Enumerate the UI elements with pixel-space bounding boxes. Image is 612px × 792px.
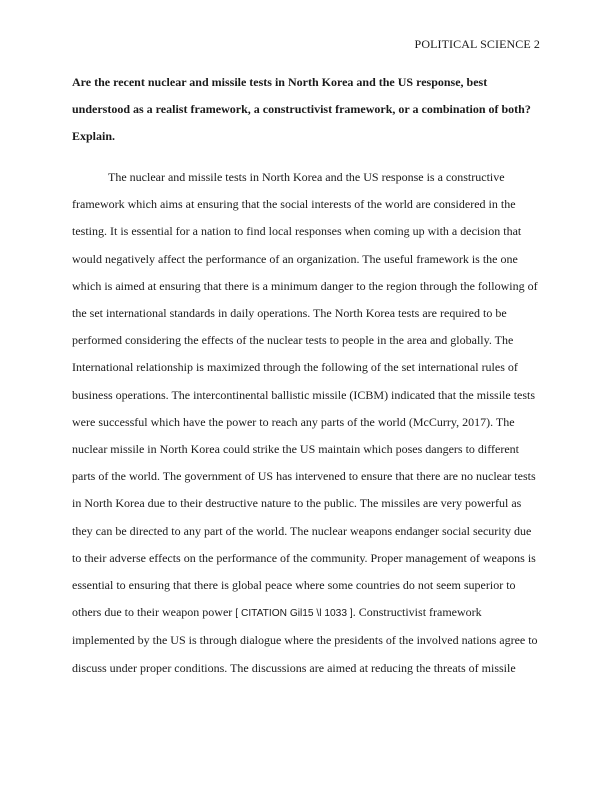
citation-line-before: others due to their weapon power (72, 605, 236, 620)
body-line: essential to ensuring that there is global peace where some countries do not seem superior to (72, 578, 516, 593)
question-line: Are the recent nuclear and missile tests in North Korea and the US response, best (72, 75, 488, 89)
body-line: parts of the world. The government of US has intervened to ensure that there are no nuclear tests (72, 469, 536, 484)
body-paragraph (72, 164, 542, 682)
body-line: performed considering the effects of the nuclear tests to people in the area and globally. The (72, 333, 514, 348)
body-line: which is aimed at ensuring that there is a minimum danger to the region through the following of (72, 278, 538, 293)
running-head: POLITICAL SCIENCE 2 (414, 37, 540, 51)
body-line: testing. It is essential for a nation to find local responses when coming up with a decision that (72, 224, 522, 239)
body-line: they can be directed to any part of the world. The nuclear weapons endanger social security due (72, 523, 532, 538)
question-line: Explain. (72, 129, 116, 144)
question-heading (72, 69, 542, 151)
body-line-with-citation (72, 599, 542, 627)
question-line: understood as a realist framework, a constructivist framework, or a combination of both? (72, 102, 531, 117)
body-line: were successful which have the power to reach any parts of the world (McCurry, 2017). The (72, 414, 515, 429)
citation-field: [ CITATION Gil15 \l 1033 ] (235, 608, 353, 620)
body-line: discuss under proper conditions. The discussions are aimed at reducing the threats of missile (72, 660, 516, 675)
body-line: to their adverse effects on the performance of the community. Proper management of weapons is (72, 550, 536, 565)
body-line: the set international standards in daily operations. The North Korea tests are required to be (72, 306, 507, 321)
body-line: The nuclear and missile tests in North Korea and the US response is a constructive (108, 170, 505, 184)
body-line: in North Korea due to their destructive nature to the public. The missiles are very powerful as (72, 496, 522, 511)
body-line: framework which aims at ensuring that the social interests of the world are considered in the (72, 197, 516, 212)
body-line: nuclear missile in North Korea could strike the US maintain which poses dangers to different (72, 442, 519, 457)
body-line: would negatively affect the performance of an organization. The useful framework is the one (72, 251, 518, 266)
body-line: International relationship is maximized through the following of the set international rules of (72, 360, 518, 375)
body-line: business operations. The intercontinental ballistic missile (ICBM) indicated that the missile tests (72, 387, 536, 402)
body-line: implemented by the US is through dialogue where the presidents of the involved nations agree to (72, 633, 538, 648)
citation-line-after: . Constructivist framework (352, 605, 482, 620)
